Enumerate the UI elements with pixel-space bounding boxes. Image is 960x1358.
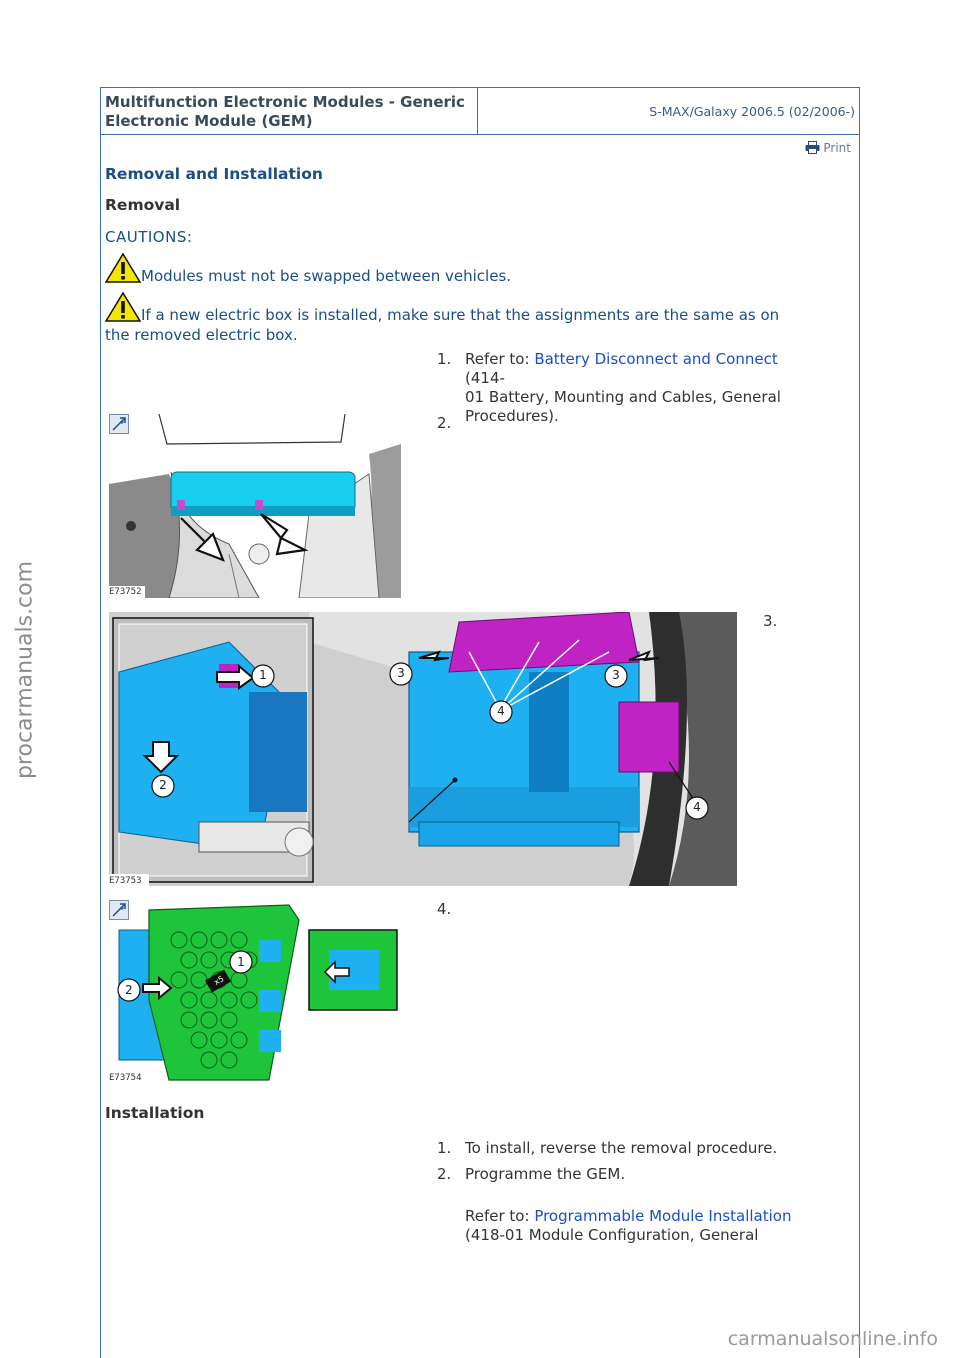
step-text: To install, reverse the removal procedure. (465, 1139, 778, 1157)
step-number: 4. (437, 900, 452, 918)
caution-1-text: Modules must not be swapped between vehicles. (141, 267, 512, 285)
callout-4-right: 4 (693, 800, 701, 814)
side-watermark-text: procarmanuals.com (12, 560, 38, 780)
figure-gem-removal (109, 612, 737, 886)
figure-gem-location (109, 414, 401, 598)
callout-x5: x5 (212, 974, 226, 987)
side-watermark (10, 560, 40, 780)
refer-to-prefix: Refer to: (465, 350, 535, 368)
figure-label: E73753 (109, 876, 142, 886)
print-label: Print (823, 141, 851, 155)
step-text: Programme the GEM. (465, 1165, 626, 1183)
warning-icon (105, 253, 141, 283)
step-number: 3. (763, 612, 778, 630)
printer-icon (805, 141, 820, 154)
callout-2: 2 (159, 778, 167, 792)
refer-to-prefix: Refer to: (465, 1207, 535, 1225)
battery-disconnect-link[interactable]: Battery Disconnect and Connect (534, 350, 778, 368)
bottom-watermark: carmanualsonline.info (727, 1328, 938, 1350)
ref-line-3: Procedures). (465, 407, 559, 425)
caution-1 (105, 253, 511, 286)
figure-label: E73752 (109, 587, 142, 597)
print-row (101, 135, 859, 161)
callout-1: 1 (237, 955, 245, 969)
removal-heading: Removal (105, 196, 181, 214)
figure-gem-bracket (109, 900, 401, 1084)
callout-3-right: 3 (612, 668, 620, 682)
callout-1: 1 (259, 668, 267, 682)
caution-2-text-line2: the removed electric box. (105, 326, 298, 344)
step-number: 2. (437, 414, 452, 432)
callout-3-left: 3 (397, 666, 405, 680)
ref-line-2: (418-01 Module Configuration, General (465, 1226, 759, 1244)
title-line-2: Electronic Module (GEM) (105, 112, 313, 130)
installation-heading: Installation (105, 1104, 205, 1122)
vehicle-model: S-MAX/Galaxy 2006.5 (02/2006-) (649, 104, 855, 119)
caution-2 (105, 292, 779, 345)
reference-text (465, 1207, 805, 1245)
warning-icon (105, 292, 141, 322)
callout-4-top: 4 (497, 704, 505, 718)
ref-suffix: (414- (465, 369, 505, 387)
step-number: 2. (437, 1165, 452, 1183)
caution-2-text-line1: If a new electric box is installed, make sure that the assignments are the same as on (141, 306, 780, 324)
title-line-1: Multifunction Electronic Modules - Generic (105, 93, 465, 111)
zoom-icon[interactable] (109, 414, 129, 434)
zoom-icon[interactable] (109, 900, 129, 920)
step-number: 1. (437, 1139, 452, 1157)
step-number: 1. (437, 350, 452, 368)
cautions-label: CAUTIONS: (105, 228, 193, 246)
document-frame (100, 87, 860, 1358)
figure-label: E73754 (109, 1073, 142, 1083)
step-text (465, 350, 805, 426)
document-title (101, 88, 478, 134)
document-header (101, 88, 859, 135)
section-heading: Removal and Installation (105, 165, 323, 183)
programmable-module-link[interactable]: Programmable Module Installation (534, 1207, 792, 1225)
ref-line-2: 01 Battery, Mounting and Cables, General (465, 388, 781, 406)
callout-2: 2 (125, 983, 133, 997)
print-button[interactable] (805, 141, 851, 155)
